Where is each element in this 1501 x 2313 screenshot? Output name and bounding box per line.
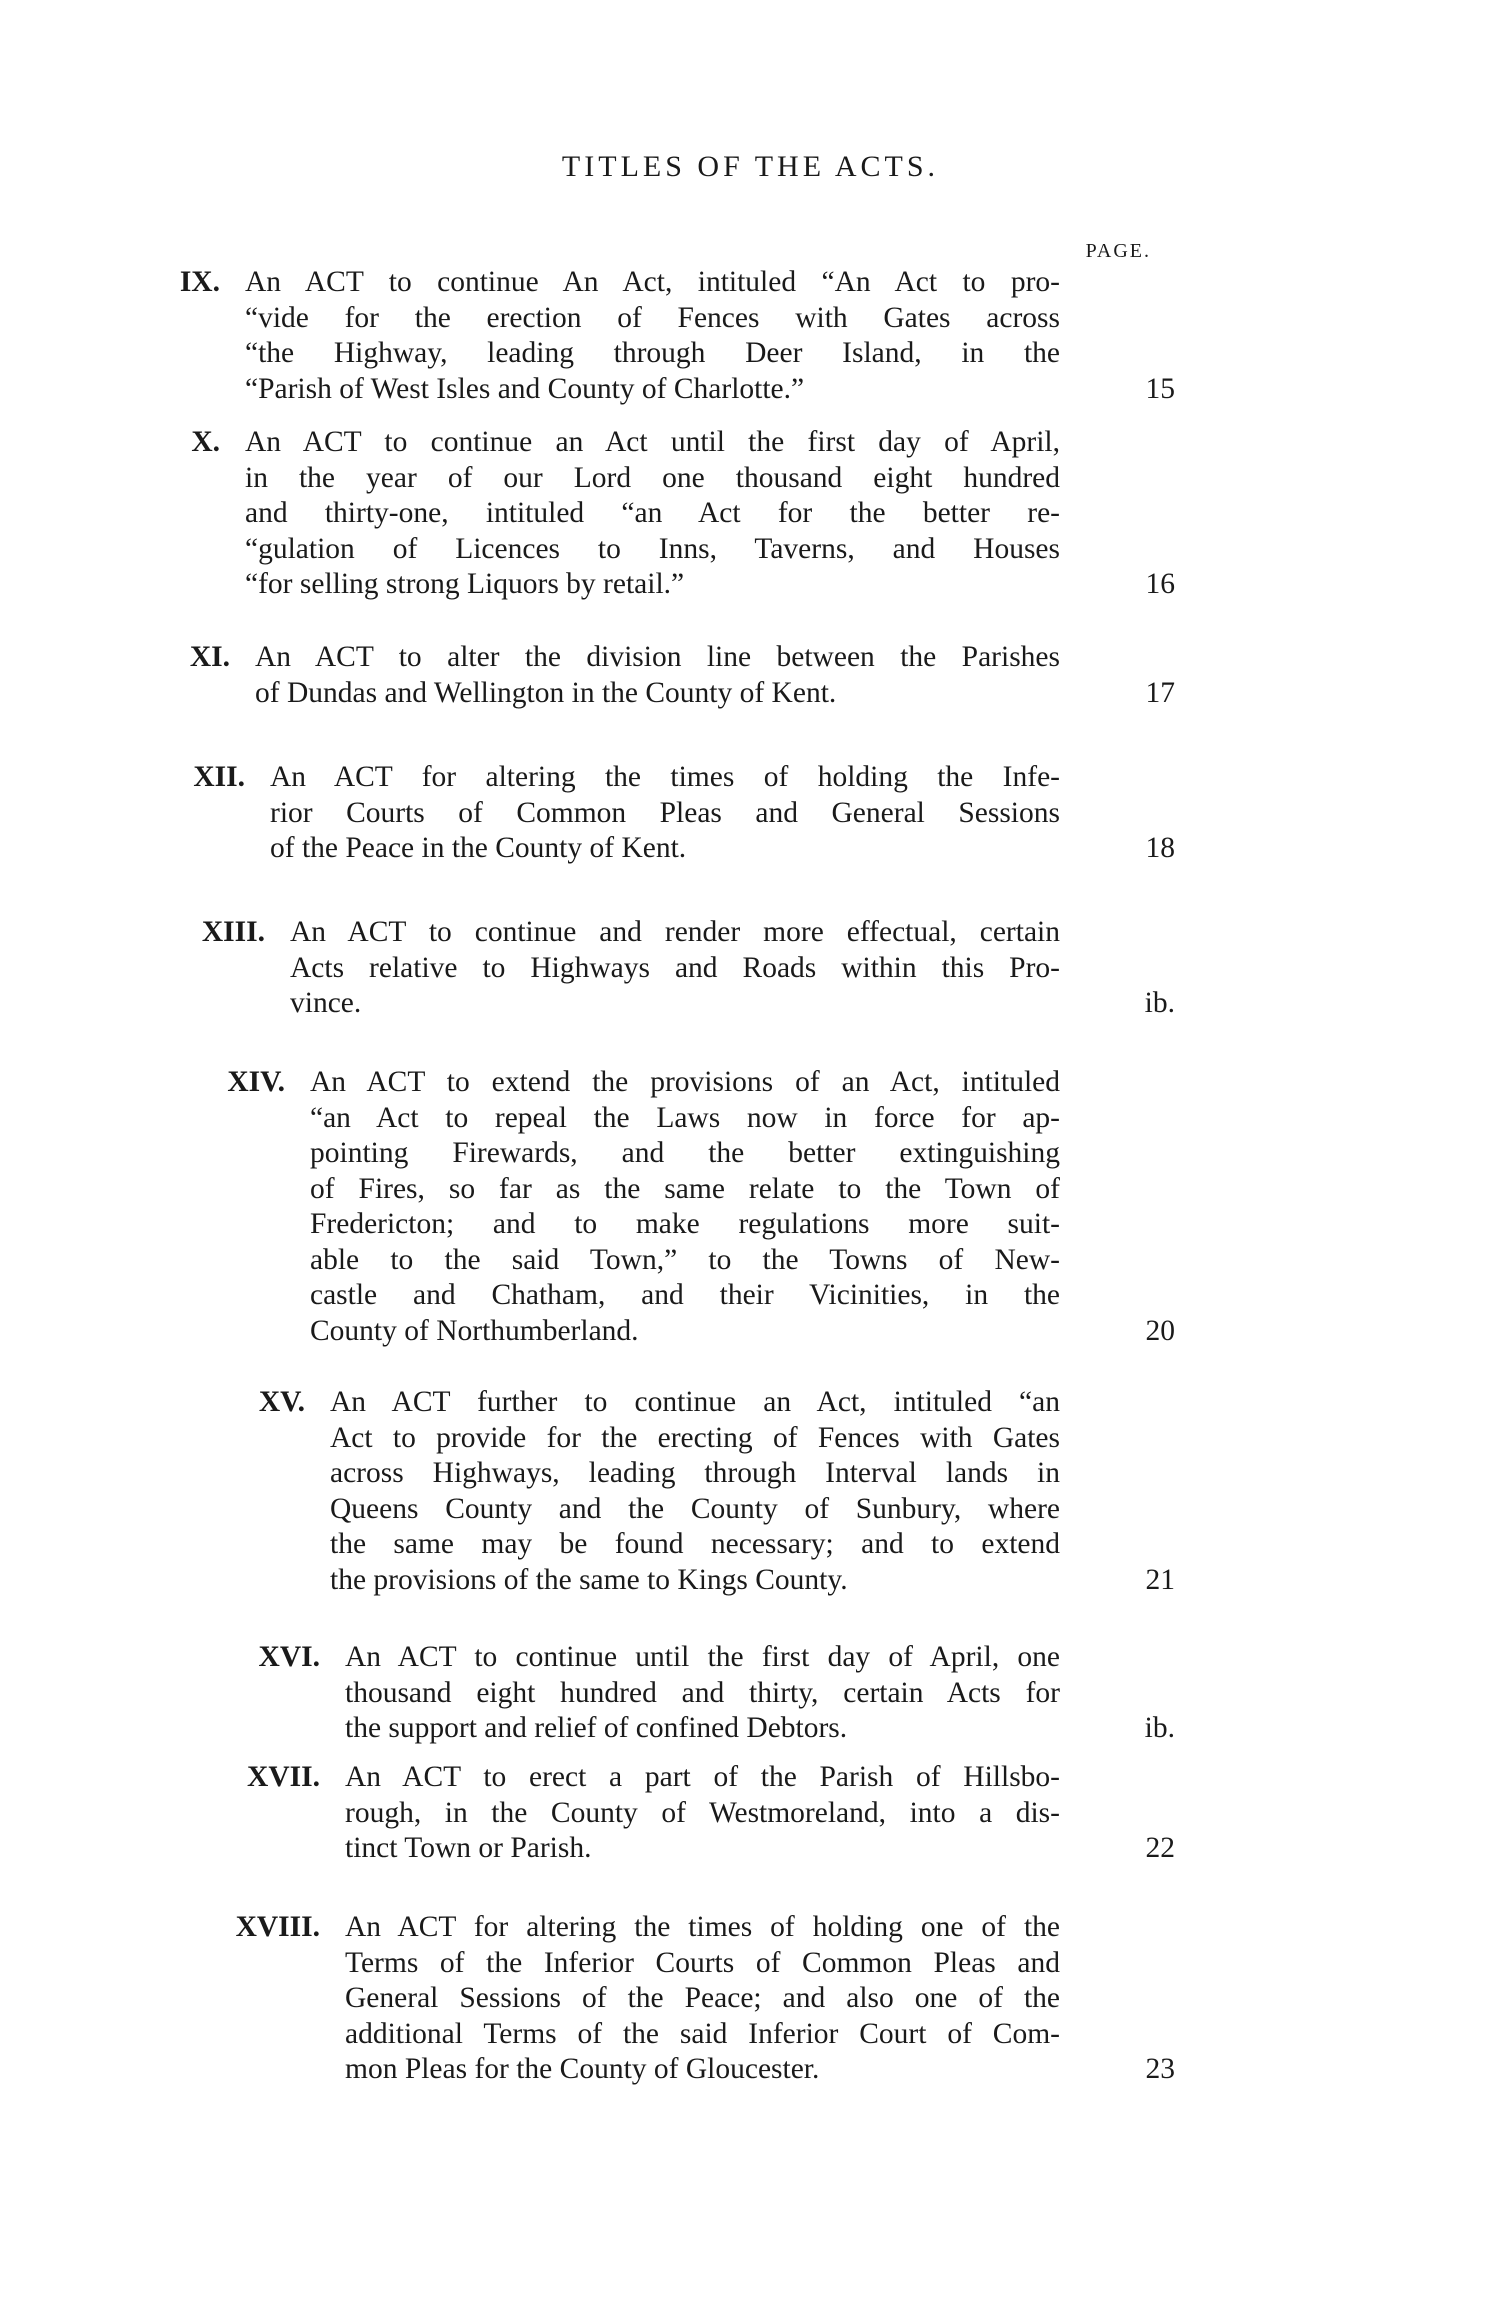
act-title xyxy=(290,915,1060,1022)
page-number: 20 xyxy=(1145,1314,1175,1347)
act-title-line: pointing Firewards, and the better extinguishing xyxy=(310,1137,1060,1169)
page-number: 17 xyxy=(1145,676,1175,709)
page-number: 22 xyxy=(1145,1832,1175,1864)
act-title-line: “vide for the erection of Fences with Gates across xyxy=(245,301,1060,334)
act-title-line: rough, in the County of Westmoreland, into a dis- xyxy=(345,1796,1060,1829)
act-title-line: castle and Chatham, and their Vicinities, in the xyxy=(310,1279,1060,1311)
act-title-line: An ACT further to continue an Act, intituled “an xyxy=(330,1386,1060,1418)
act-title-line: “an Act to repeal the Laws now in force for ap- xyxy=(310,1101,1060,1134)
act-number: XII. xyxy=(193,761,245,793)
act-number: XI. xyxy=(189,641,230,673)
act-number: XIII. xyxy=(201,916,265,948)
act-title xyxy=(270,760,1060,867)
act-number: XIV. xyxy=(227,1066,285,1098)
act-title xyxy=(255,640,1060,711)
act-number: X. xyxy=(191,426,220,458)
act-title-line: An ACT to continue An Act, intituled “An Act to pro- xyxy=(245,266,1060,298)
act-title-line: General Sessions of the Peace; and also one of the xyxy=(345,1982,1060,2014)
act-title-line: vince. xyxy=(290,987,362,1019)
act-title-line: of the Peace in the County of Kent. xyxy=(270,832,687,864)
act-title-line: An ACT to continue until the first day of April, one xyxy=(345,1641,1060,1673)
act-title-line: An ACT for altering the times of holding the Infe- xyxy=(270,761,1060,793)
act-title-line: “gulation of Licences to Inns, Taverns, and Houses xyxy=(245,532,1060,565)
act-title-line: An ACT to continue an Act until the first day of April, xyxy=(245,426,1060,458)
act-number: XVIII. xyxy=(235,1911,320,1943)
act-title-line: “for selling strong Liquors by retail.” xyxy=(245,568,685,600)
act-title-line: tinct Town or Parish. xyxy=(345,1832,592,1864)
act-title xyxy=(345,1760,1060,1867)
act-title-line: the same may be found necessary; and to extend xyxy=(330,1528,1060,1560)
page-number: ib. xyxy=(1144,1712,1175,1744)
act-title-line: “Parish of West Isles and County of Charlotte.” xyxy=(245,372,805,405)
act-number: IX. xyxy=(179,266,220,298)
act-title-line: An ACT to extend the provisions of an Act, intituled xyxy=(310,1066,1060,1098)
act-title-line: Acts relative to Highways and Roads within this Pro- xyxy=(290,951,1060,984)
act-title-line: Terms of the Inferior Courts of Common Pleas and xyxy=(345,1946,1060,1979)
act-title xyxy=(330,1385,1060,1598)
act-title-line: Fredericton; and to make regulations more suit- xyxy=(310,1208,1060,1240)
act-title-line: mon Pleas for the County of Gloucester. xyxy=(345,2053,820,2085)
act-title-line: An ACT for altering the times of holding one of the xyxy=(345,1911,1060,1943)
act-title-line: An ACT to continue and render more effectual, certain xyxy=(290,916,1060,948)
act-title-line: An ACT to erect a part of the Parish of Hillsbo- xyxy=(345,1761,1060,1793)
act-title-line: the support and relief of confined Debtors. xyxy=(345,1712,848,1744)
act-number: XVI. xyxy=(258,1641,320,1673)
running-head: TITLES OF THE ACTS. xyxy=(561,150,940,183)
act-title xyxy=(245,265,1060,407)
act-title-line: of Fires, so far as the same relate to the Town of xyxy=(310,1172,1060,1205)
page-number: 18 xyxy=(1145,832,1175,864)
act-title-line: of Dundas and Wellington in the County of Kent. xyxy=(255,676,837,709)
act-title-line: thousand eight hundred and thirty, certain Acts for xyxy=(345,1676,1060,1709)
act-title-line: able to the said Town,” to the Towns of New- xyxy=(310,1243,1060,1276)
page-number: 15 xyxy=(1145,372,1175,405)
act-title-line: and thirty-one, intituled “an Act for the better re- xyxy=(245,497,1060,529)
act-title xyxy=(310,1065,1060,1349)
act-title-line: across Highways, leading through Interval lands in xyxy=(330,1457,1060,1489)
act-title-line: rior Courts of Common Pleas and General Sessions xyxy=(270,796,1060,829)
act-title-line: in the year of our Lord one thousand eight hundred xyxy=(245,461,1060,494)
act-title-line: additional Terms of the said Inferior Court of Com- xyxy=(345,2017,1060,2050)
page-number: 16 xyxy=(1145,568,1175,600)
page-number: ib. xyxy=(1144,987,1175,1019)
page-column-label: PAGE. xyxy=(1085,240,1151,262)
act-title xyxy=(345,1910,1060,2088)
act-number: XV. xyxy=(258,1386,305,1418)
act-title-line: Queens County and the County of Sunbury, where xyxy=(330,1492,1060,1525)
act-title-line: County of Northumberland. xyxy=(310,1314,639,1347)
page-number: 21 xyxy=(1145,1563,1175,1596)
act-title xyxy=(345,1640,1060,1747)
act-title xyxy=(245,425,1060,603)
act-title-line: the provisions of the same to Kings County. xyxy=(330,1563,848,1596)
act-title-line: Act to provide for the erecting of Fences with Gates xyxy=(330,1421,1060,1454)
act-number: XVII. xyxy=(247,1761,320,1793)
act-title-line: “the Highway, leading through Deer Island, in the xyxy=(245,337,1060,369)
page-number: 23 xyxy=(1145,2053,1175,2085)
act-title-line: An ACT to alter the division line between the Parishes xyxy=(255,641,1060,673)
